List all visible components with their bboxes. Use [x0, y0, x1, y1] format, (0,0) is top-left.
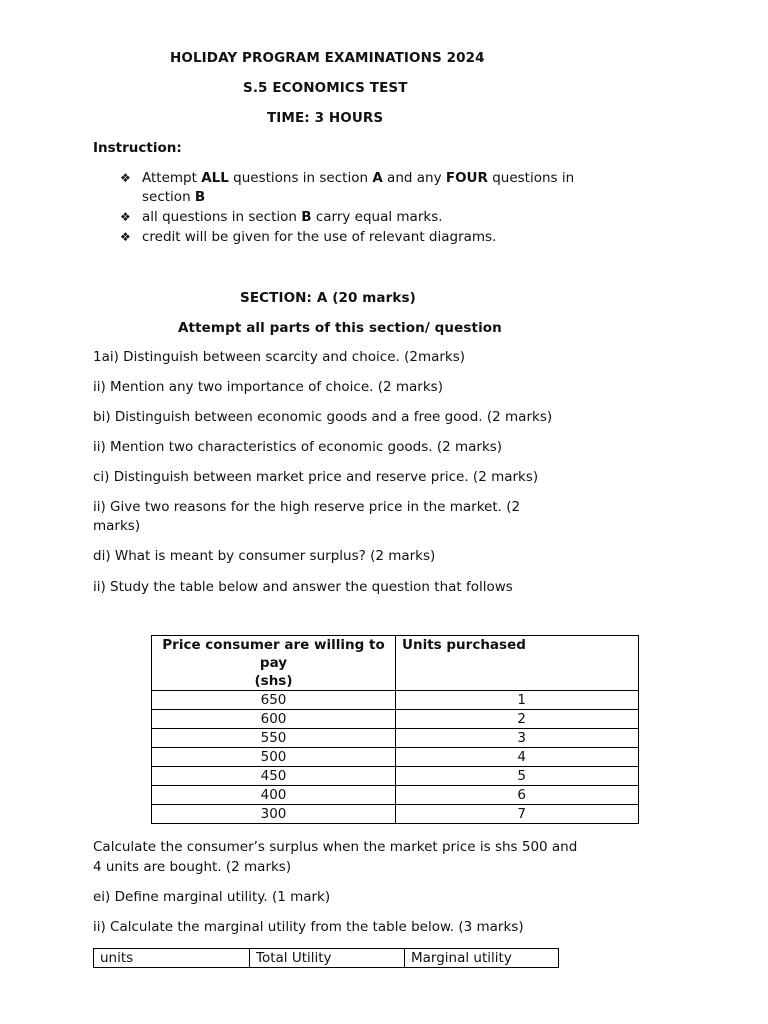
question-1bii: ii) Mention two characteristics of economic goods. (2 marks) [93, 439, 503, 455]
units-cell: 4 [396, 748, 639, 767]
price-cell: 500 [152, 748, 396, 767]
question-1ci: ci) Distinguish between market price and reserve price. (2 marks) [93, 469, 539, 485]
instruction-emphasis: A [372, 170, 383, 186]
column-header-text: (shs) [254, 673, 293, 689]
instruction-emphasis: B [301, 209, 312, 225]
instruction-text: all questions in section [142, 209, 302, 225]
table-row [152, 710, 639, 729]
price-cell: 450 [152, 767, 396, 786]
section-a-subtitle: Attempt all parts of this section/ question [178, 320, 502, 336]
section-a-title: SECTION: A (20 marks) [240, 290, 416, 306]
column-header-units: units [94, 949, 250, 968]
table-row [152, 691, 639, 710]
instruction-text: questions in [487, 170, 575, 186]
diamond-bullet-icon: ❖ [120, 210, 131, 224]
table-row [152, 786, 639, 805]
table-header-row [152, 636, 639, 691]
question-1cii-cont: marks) [93, 518, 141, 534]
column-header-total-utility: Total Utility [250, 949, 405, 968]
question-1ei: ei) Define marginal utility. (1 mark) [93, 889, 331, 905]
instruction-item-1-cont [142, 189, 205, 205]
units-cell: 2 [396, 710, 639, 729]
question-1eii: ii) Calculate the marginal utility from the table below. (3 marks) [93, 919, 524, 935]
price-cell: 600 [152, 710, 396, 729]
units-cell: 7 [396, 805, 639, 824]
question-1aii: ii) Mention any two importance of choice. (2 marks) [93, 379, 443, 395]
calculate-surplus-question-cont: 4 units are bought. (2 marks) [93, 859, 292, 875]
price-cell: 650 [152, 691, 396, 710]
instruction-item-2 [142, 209, 443, 225]
exam-time: TIME: 3 HOURS [267, 110, 384, 126]
units-cell: 6 [396, 786, 639, 805]
units-cell: 1 [396, 691, 639, 710]
instruction-text: carry equal marks. [311, 209, 443, 225]
units-cell: 3 [396, 729, 639, 748]
instruction-text: questions in section [228, 170, 373, 186]
question-1ai: 1ai) Distinguish between scarcity and choice. (2marks) [93, 349, 466, 365]
exam-subject: S.5 ECONOMICS TEST [243, 80, 408, 96]
table-row [152, 805, 639, 824]
column-header-price [152, 636, 396, 691]
question-1dii: ii) Study the table below and answer the question that follows [93, 579, 513, 595]
marginal-utility-table [93, 948, 559, 968]
diamond-bullet-icon: ❖ [120, 230, 131, 244]
instruction-emphasis: FOUR [445, 170, 488, 186]
price-cell: 300 [152, 805, 396, 824]
question-1cii: ii) Give two reasons for the high reserve price in the market. (2 [93, 499, 521, 515]
table-row [152, 729, 639, 748]
column-header-marginal-utility: Marginal utility [405, 949, 559, 968]
column-header-units: Units purchased [396, 636, 639, 691]
instruction-emphasis: ALL [201, 170, 229, 186]
price-cell: 550 [152, 729, 396, 748]
question-1bi: bi) Distinguish between economic goods and a free good. (2 marks) [93, 409, 553, 425]
instruction-text: Attempt [142, 170, 202, 186]
price-cell: 400 [152, 786, 396, 805]
instruction-item-3: credit will be given for the use of relevant diagrams. [142, 229, 497, 245]
willingness-to-pay-table [151, 635, 639, 824]
table-header-row [94, 949, 559, 968]
exam-title: HOLIDAY PROGRAM EXAMINATIONS 2024 [170, 50, 485, 66]
table-row [152, 748, 639, 767]
units-cell: 5 [396, 767, 639, 786]
calculate-surplus-question: Calculate the consumer’s surplus when the market price is shs 500 and [93, 839, 578, 855]
instruction-item-1 [142, 170, 574, 186]
instruction-emphasis: B [194, 189, 206, 205]
column-header-text: Price consumer are willing to pay [162, 637, 385, 671]
table-row [152, 767, 639, 786]
instruction-text: section [142, 189, 195, 205]
diamond-bullet-icon: ❖ [120, 171, 131, 185]
instruction-text: and any [382, 170, 446, 186]
instruction-label: Instruction: [93, 140, 182, 156]
question-1di: di) What is meant by consumer surplus? (2 marks) [93, 548, 436, 564]
